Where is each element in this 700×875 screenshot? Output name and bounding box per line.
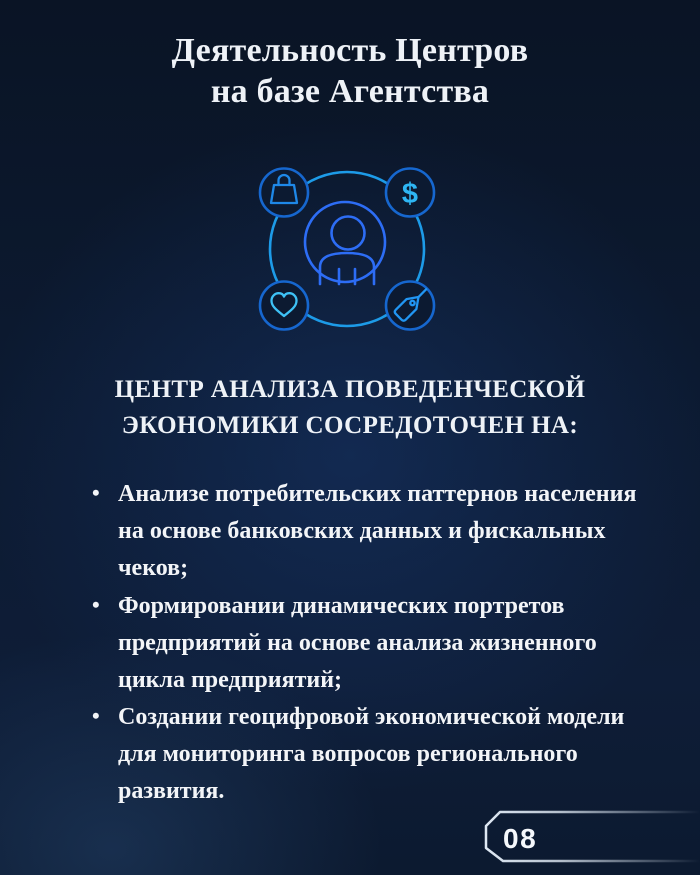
bullet-item (92, 476, 657, 588)
page-number-badge (484, 809, 700, 865)
dollar-icon: $ (401, 177, 419, 210)
section-heading-line-2: ЭКОНОМИКИ СОСРЕДОТОЧЕН НА: (121, 411, 579, 439)
bullet-text: Анализе потребительских паттернов населения на основе банковских данных и фискальных чеков; (118, 480, 637, 582)
page-title-line-1: Деятельность Центров (171, 32, 529, 69)
bullet-item (92, 699, 657, 811)
bullet-text: Формировании динамических портретов предприятий на основе анализа жизненного цикла предприятий; (118, 592, 597, 693)
section-heading (0, 372, 700, 444)
heart-node (260, 281, 308, 329)
bullet-item (92, 588, 657, 700)
bullet-list (92, 476, 657, 811)
network-illustration (250, 158, 450, 348)
page-title-line-2: на базе Агентства (210, 73, 490, 111)
bullet-marker: • (92, 479, 100, 505)
page-number: 08 (503, 823, 538, 854)
page-title (0, 0, 700, 113)
bullet-marker: • (92, 591, 100, 617)
section-heading-line-1: ЦЕНТР АНАЛИЗА ПОВЕДЕНЧЕСКОЙ (114, 375, 586, 403)
bullet-marker: • (92, 703, 100, 729)
bullet-text: Создании геоцифровой экономической модели для мониторинга вопросов регионального развития. (118, 704, 625, 805)
person-icon (320, 216, 374, 284)
